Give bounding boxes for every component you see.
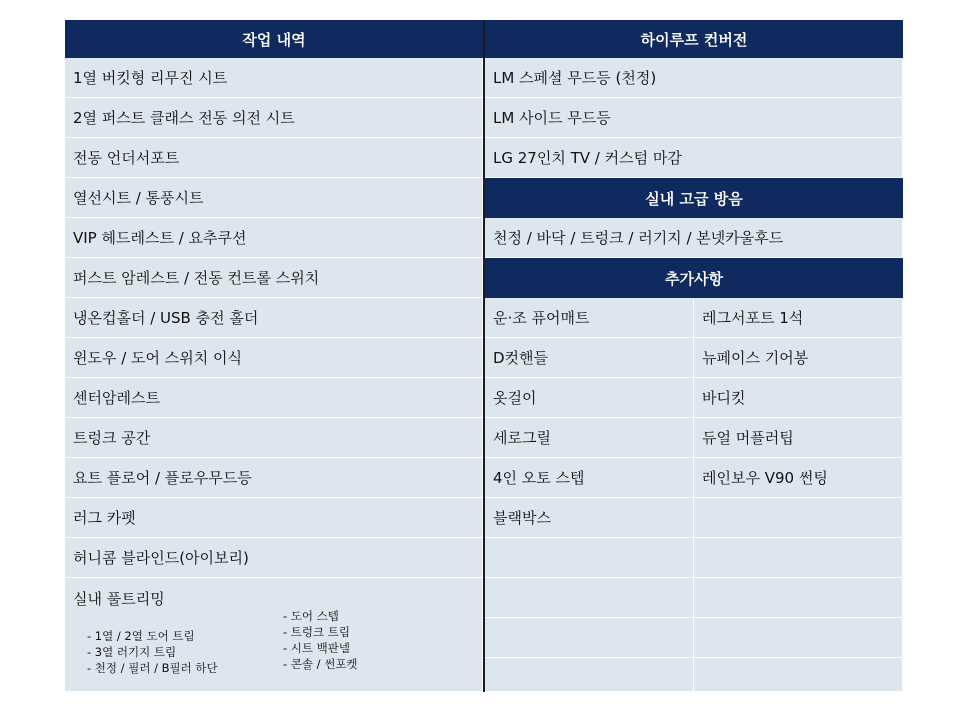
list-item: LM 사이드 무드등 — [485, 98, 903, 138]
list-item: LG 27인치 TV / 커스텀 마감 — [485, 138, 903, 178]
list-item: 요트 플로어 / 플로우무드등 — [65, 458, 483, 498]
list-item: 윈도우 / 도어 스위치 이식 — [65, 338, 483, 378]
list-item: 천정 / 바닥 / 트렁크 / 러기지 / 본넷카울후드 — [485, 218, 903, 258]
extra-item — [485, 658, 694, 692]
list-item: VIP 헤드레스트 / 요추쿠션 — [65, 218, 483, 258]
trim-item — [65, 578, 483, 692]
extra-item: 바디킷 — [694, 378, 903, 418]
trim-sub-item: - 콘솔 / 썬포켓 — [283, 657, 358, 671]
list-item: LM 스페셜 무드등 (천정) — [485, 58, 903, 98]
extra-item: 세로그릴 — [485, 418, 694, 458]
work-table — [65, 20, 903, 692]
left-header: 작업 내역 — [65, 20, 483, 58]
extra-item: 듀얼 머플러팁 — [694, 418, 903, 458]
trim-sub-item: - 1열 / 2열 도어 트림 — [87, 629, 195, 643]
list-item: 전동 언더서포트 — [65, 138, 483, 178]
extra-header: 추가사항 — [485, 258, 903, 298]
extra-item: 블랙박스 — [485, 498, 694, 538]
extra-item — [485, 578, 694, 618]
trim-list-col1 — [87, 628, 218, 676]
list-item: 퍼스트 암레스트 / 전동 컨트롤 스위치 — [65, 258, 483, 298]
extra-item — [694, 498, 903, 538]
extra-item: 옷걸이 — [485, 378, 694, 418]
trim-sub-item: - 트렁크 트림 — [283, 625, 351, 639]
extra-item — [485, 538, 694, 578]
extra-item: 레인보우 V90 썬팅 — [694, 458, 903, 498]
list-item: 트렁크 공간 — [65, 418, 483, 458]
list-item: 열선시트 / 통풍시트 — [65, 178, 483, 218]
trim-title: 실내 풀트리밍 — [73, 590, 165, 608]
list-item: 냉온컵홀더 / USB 충전 홀더 — [65, 298, 483, 338]
trim-list-col2 — [283, 608, 358, 672]
extra-item: D컷핸들 — [485, 338, 694, 378]
extra-item: 4인 오토 스텝 — [485, 458, 694, 498]
extra-item — [694, 578, 903, 618]
trim-sub-item: - 도어 스텝 — [283, 609, 339, 623]
list-item: 허니콤 블라인드(아이보리) — [65, 538, 483, 578]
extra-item — [694, 658, 903, 692]
extra-item: 운·조 퓨어매트 — [485, 298, 694, 338]
sound-header: 실내 고급 방음 — [485, 178, 903, 218]
trim-sub-item: - 3열 러기지 트림 — [87, 645, 177, 659]
list-item: 러그 카펫 — [65, 498, 483, 538]
column-divider — [483, 20, 485, 692]
trim-sub-item: - 시트 백판넬 — [283, 641, 351, 655]
convert-header: 하이루프 컨버전 — [485, 20, 903, 58]
list-item: 2열 퍼스트 클래스 전동 의전 시트 — [65, 98, 483, 138]
list-item: 센터암레스트 — [65, 378, 483, 418]
extra-item: 레그서포트 1석 — [694, 298, 903, 338]
extra-item — [694, 538, 903, 578]
list-item: 1열 버킷형 리무진 시트 — [65, 58, 483, 98]
extra-item — [485, 618, 694, 658]
trim-sub-item: - 천정 / 필러 / B필러 하단 — [87, 661, 218, 675]
extra-item: 뉴페이스 기어봉 — [694, 338, 903, 378]
extra-item — [694, 618, 903, 658]
